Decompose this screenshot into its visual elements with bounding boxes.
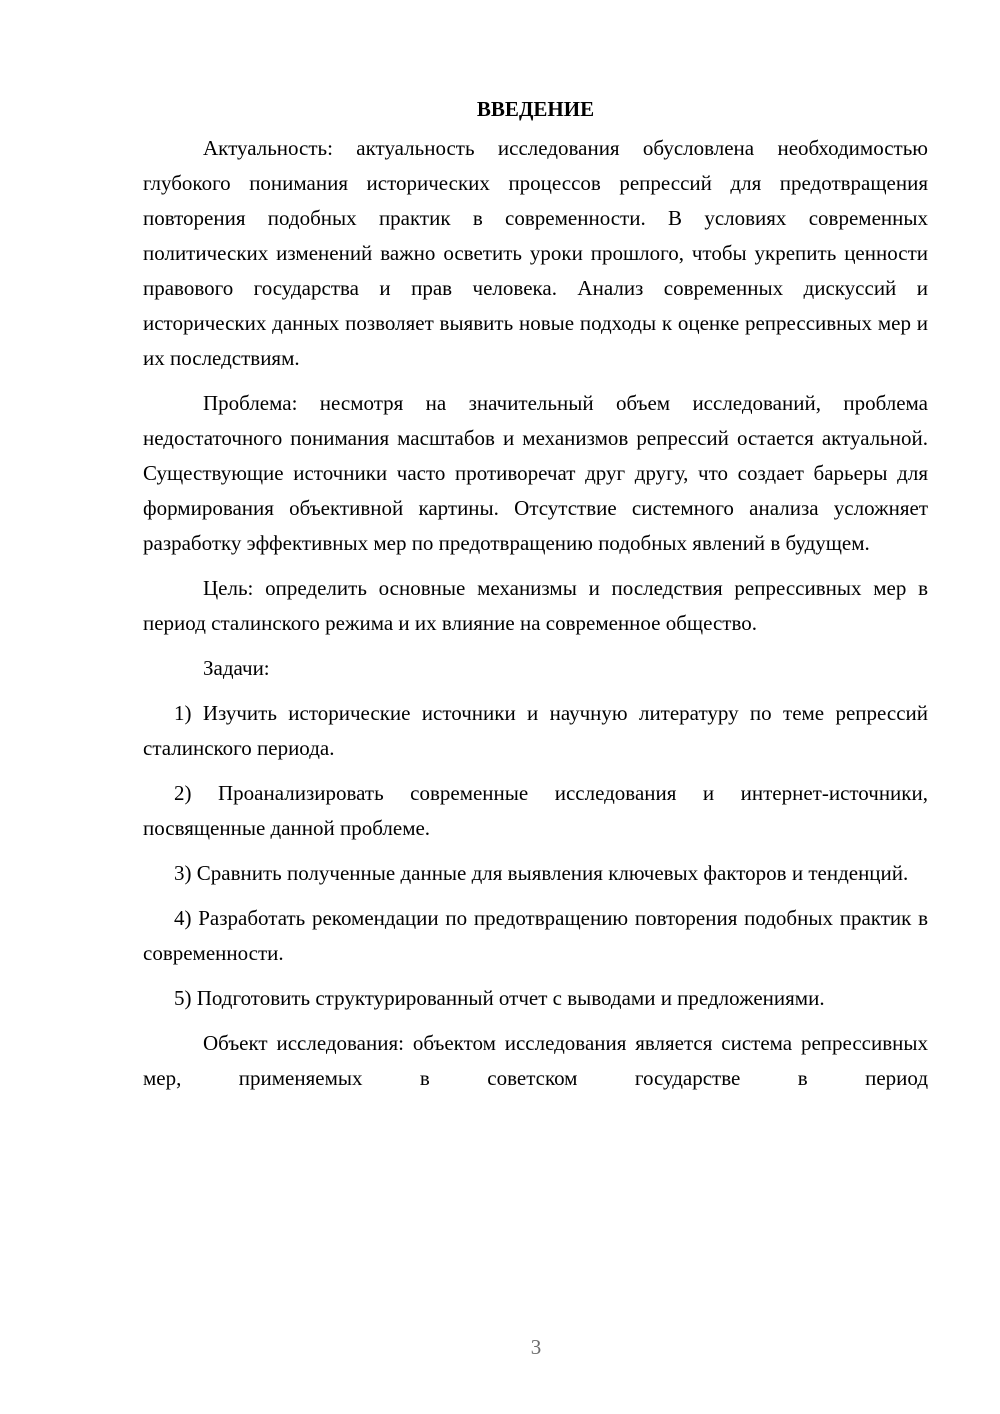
paragraph-goal: Цель: определить основные механизмы и последствия репрессивных мер в период сталинского режима и их влияние на современное общество. xyxy=(143,576,928,635)
task-item-1: 1) Изучить исторические источники и научную литературу по теме репрессий сталинского периода. xyxy=(143,701,928,760)
document-body xyxy=(143,92,928,1106)
task-item-3: 3) Сравнить полученные данные для выявления ключевых факторов и тенденций. xyxy=(174,861,909,885)
task-item-5: 5) Подготовить структурированный отчет с выводами и предложениями. xyxy=(174,986,825,1010)
tasks-label: Задачи: xyxy=(203,656,270,680)
task-item-2: 2) Проанализировать современные исследования и интернет-источники, посвященные данной проблеме. xyxy=(143,781,928,840)
page-number: 3 xyxy=(530,1335,542,1359)
paragraph-relevance: Актуальность: актуальность исследования обусловлена необходимостью глубокого понимания исторических процессов репрессий для предотвращения повторения подобных практик в современности. В условиях современных политических изменений важно осветить уроки прошлого, чтобы укрепить ценности правового государства и прав человека. Анализ современных дискуссий и исторических данных позволяет выявить новые подходы к оценке репрессивных мер и их последствиям. xyxy=(143,136,928,370)
paragraph-object: Объект исследования: объектом исследования является система репрессивных мер, применяемых в советском государстве в период xyxy=(143,1031,928,1090)
section-heading: ВВЕДЕНИЕ xyxy=(476,97,595,121)
task-item-4: 4) Разработать рекомендации по предотвращению повторения подобных практик в современности. xyxy=(143,906,928,965)
paragraph-problem: Проблема: несмотря на значительный объем исследований, проблема недостаточного понимания масштабов и механизмов репрессий остается актуальной. Существующие источники часто противоречат друг другу, что создает барьеры для формирования объективной картины. Отсутствие системного анализа усложняет разработку эффективных мер по предотвращению подобных явлений в будущем. xyxy=(143,391,928,555)
